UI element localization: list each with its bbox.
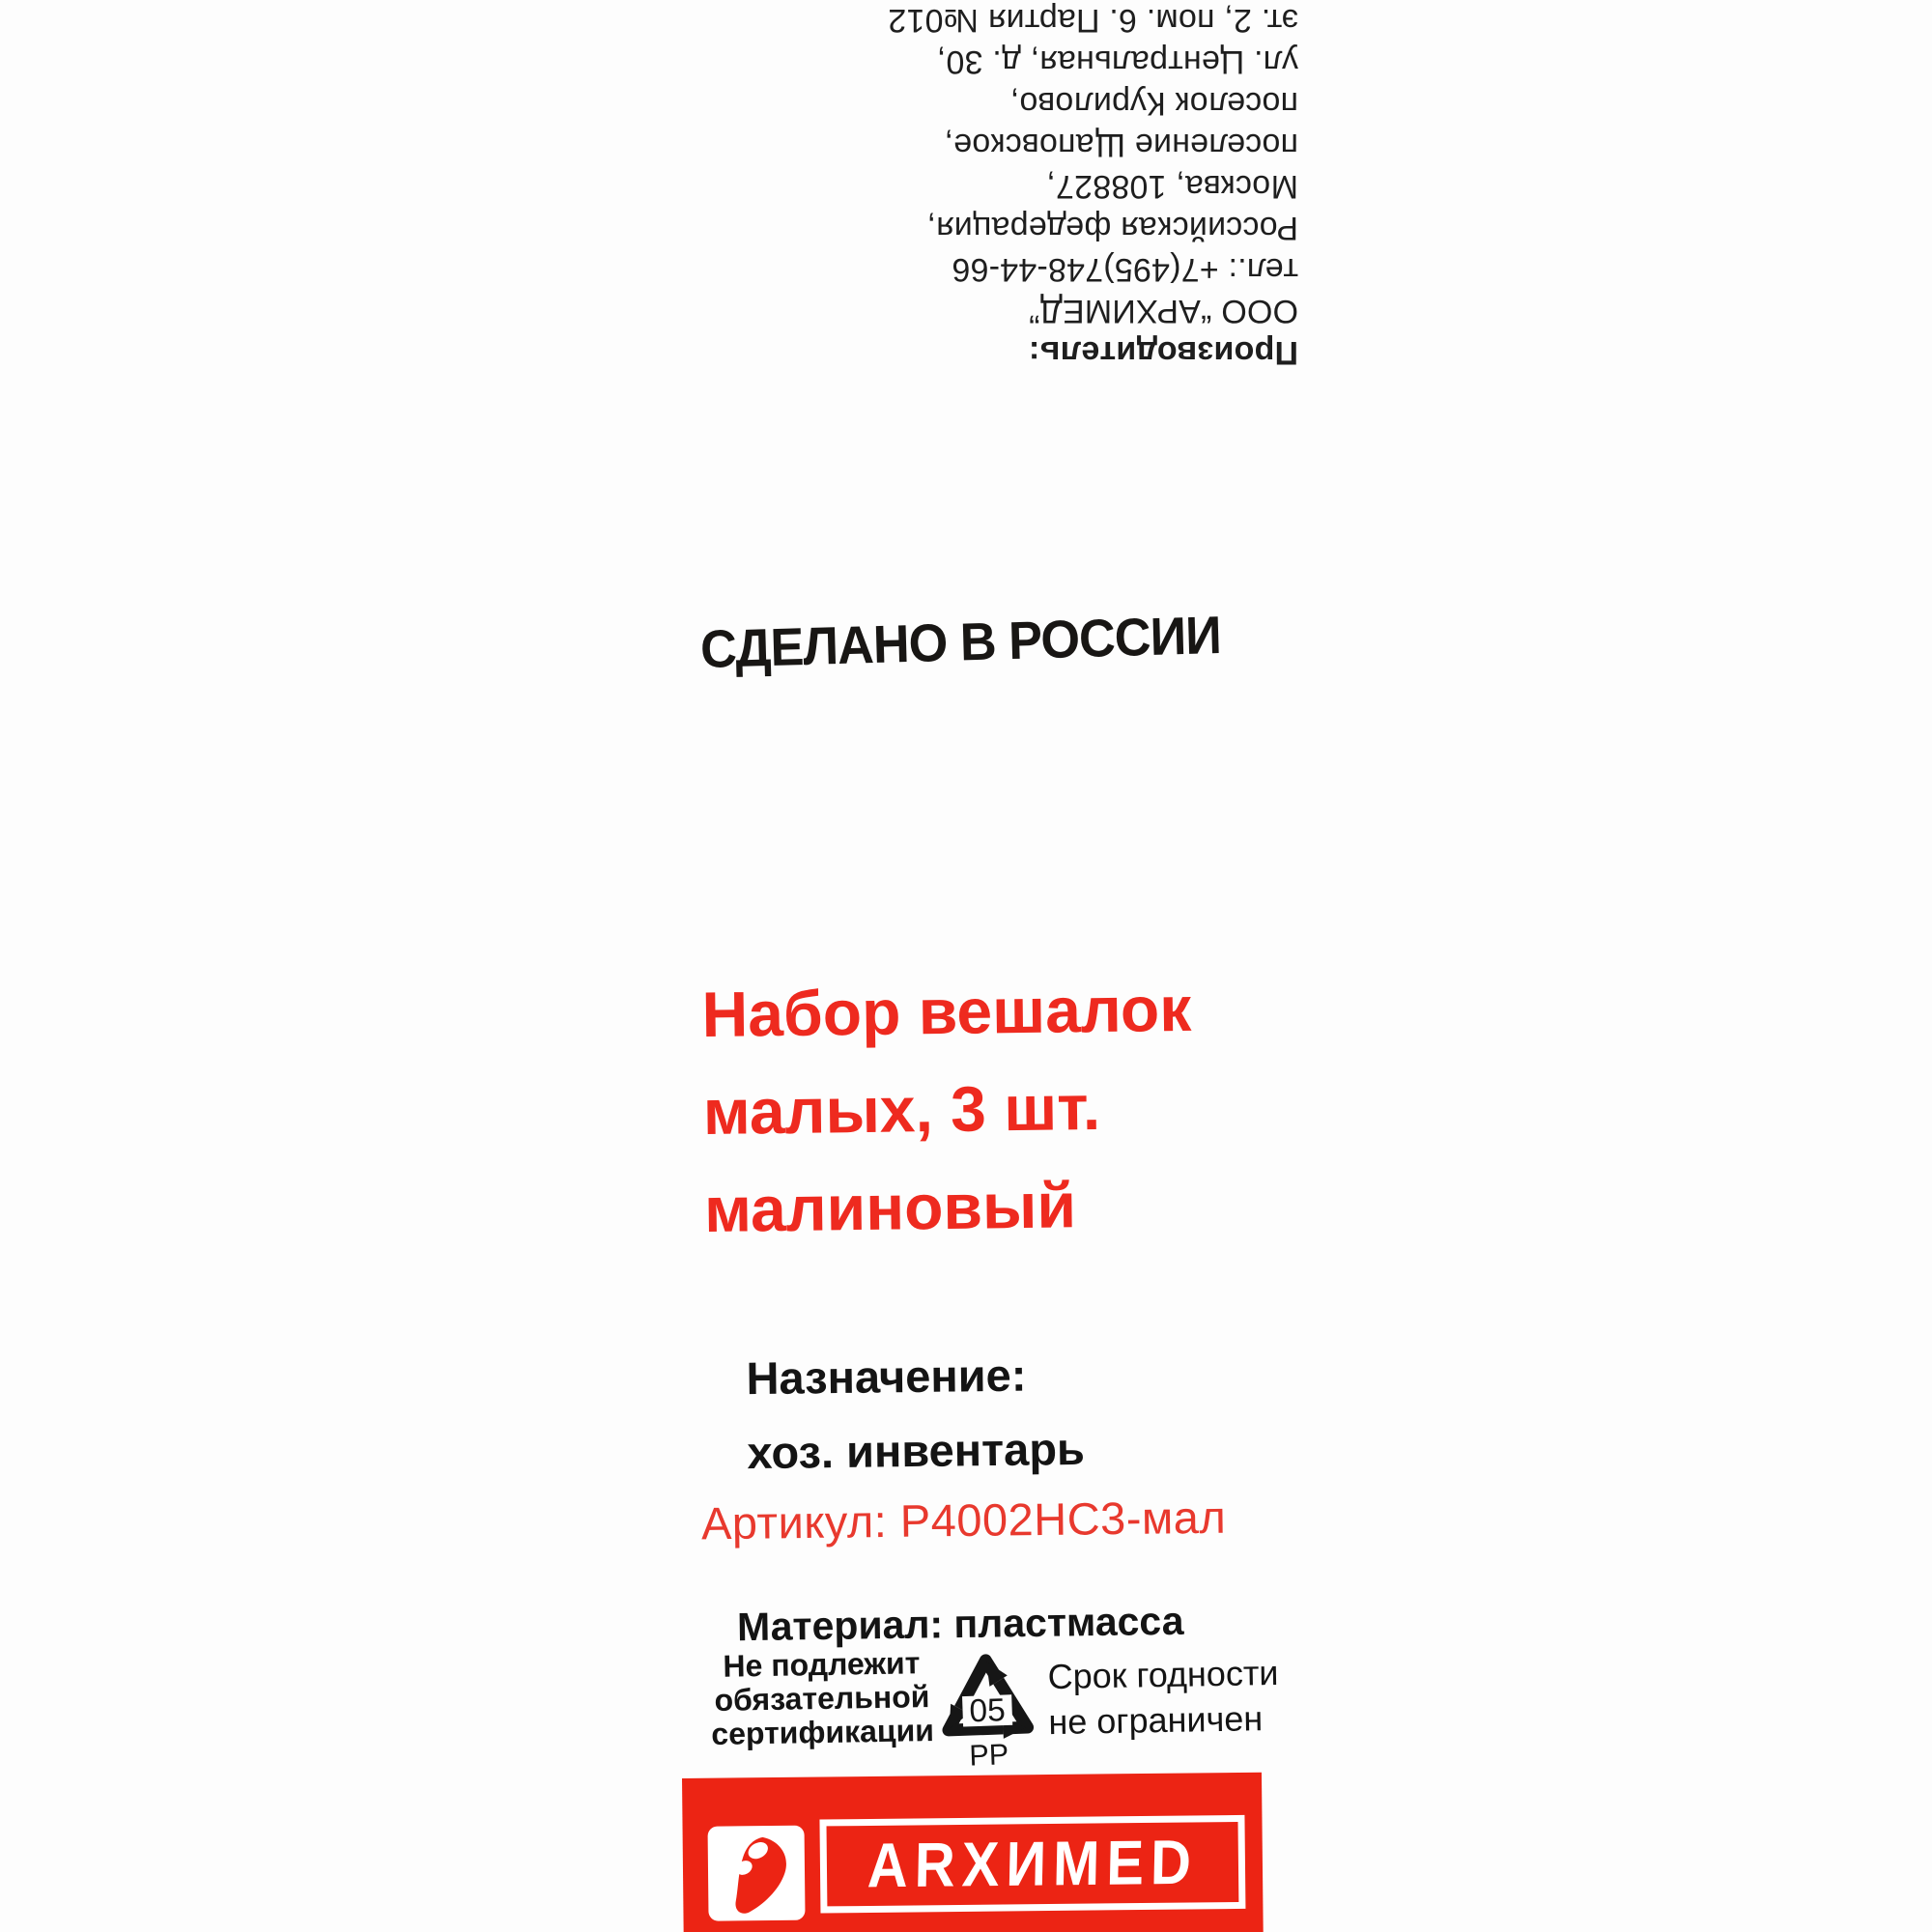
recycling-icon	[928, 1636, 1047, 1774]
shelf-life-line: Срок годности	[1047, 1652, 1279, 1697]
recycling-code: 05	[968, 1692, 1007, 1730]
brand-logo-tile	[708, 1826, 806, 1921]
producer-line: поселок Курилово,	[1009, 85, 1298, 122]
purpose-value: хоз. инвентарь	[747, 1422, 1086, 1479]
product-title	[701, 960, 1194, 1259]
shelf-life-line: не ограничен	[1048, 1698, 1264, 1743]
producer-line: Москва, 108827,	[1046, 168, 1298, 205]
product-title-line: Набор вешалок	[701, 972, 1192, 1050]
certification-line: сертификации	[711, 1712, 935, 1752]
brand-wordmark: ARXИMED	[867, 1827, 1199, 1901]
shelf-life-text	[1047, 1650, 1279, 1745]
amphora-icon	[708, 1826, 806, 1921]
certification-line: Не подлежит	[723, 1645, 921, 1684]
brand-wordmark-box	[819, 1815, 1245, 1914]
producer-heading: Производитель:	[1028, 334, 1298, 371]
producer-line: ул. Центральная, д. 30,	[936, 43, 1298, 80]
recycling-symbol	[928, 1636, 1047, 1778]
product-title-line: малых, 3 шт.	[702, 1070, 1101, 1148]
certification-line: обязательной	[714, 1679, 930, 1718]
made-in-russia-text: СДЕЛАНО В РОССИИ	[699, 604, 1222, 680]
producer-line: Российская федерация,	[926, 210, 1298, 246]
recycling-material-abbr: PP	[968, 1738, 1009, 1773]
producer-block	[634, 0, 1298, 373]
brand-banner	[682, 1773, 1264, 1932]
producer-line: тел.: +7(495)748-44-66	[952, 251, 1298, 288]
certification-note	[705, 1646, 939, 1751]
product-title-line: малиновый	[703, 1169, 1077, 1245]
purpose-block	[746, 1337, 1085, 1490]
purpose-heading: Назначение:	[746, 1349, 1027, 1405]
producer-line: поселение Щаповское,	[944, 127, 1298, 163]
producer-line: ООО “АРХИМЕД”	[1029, 293, 1298, 329]
sku-text: Артикул: P4002HC3-мал	[700, 1491, 1227, 1549]
material-text: Материал: пластмасса	[736, 1598, 1184, 1650]
producer-line: эт. 2, пом. 6. Партия №012	[888, 2, 1298, 39]
